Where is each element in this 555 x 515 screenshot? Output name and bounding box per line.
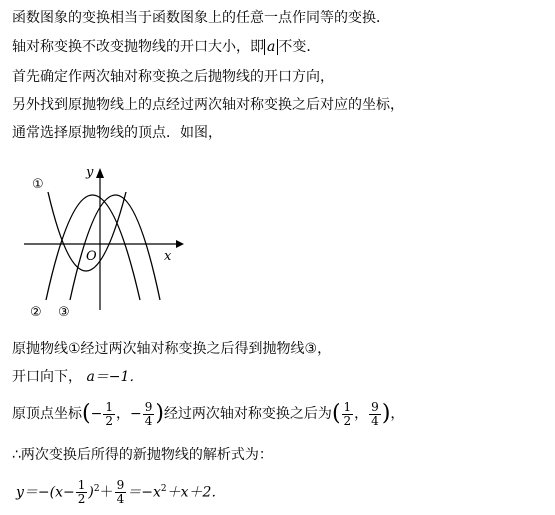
text-line-7-a: 开口向下， xyxy=(12,369,82,385)
label-3: ③ xyxy=(58,305,70,320)
text-line-8-b: 经过两次轴对称变换之后为 xyxy=(163,406,332,422)
eq-part-a: y＝−(x− xyxy=(16,484,75,501)
x-axis-arrow xyxy=(176,240,184,248)
label-2: ② xyxy=(30,305,42,320)
y-axis-label: y xyxy=(86,165,94,180)
text-line-3: 首先确定作两次轴对称变换之后抛物线的开口方向， xyxy=(12,69,334,85)
text-line-5: 通常选择原抛物线的顶点．如图， xyxy=(12,125,222,141)
text-line-2 xyxy=(12,38,320,56)
frac-nine-fourths-1: $\frac{9}{4}$ xyxy=(144,399,153,428)
final-equation: y＝−(x− $\frac{1}{2}$ )$^2$＋ $\frac{9}{4}$ $=-x^2+x+2$． xyxy=(16,478,226,507)
text-line-9: ∴两次变换后所得的新抛物线的解析式为： xyxy=(12,447,273,463)
x-axis-label: x xyxy=(164,249,172,264)
text-line-4: 另外找到原抛物线上的点经过两次轴对称变换之后对应的坐标， xyxy=(12,97,404,113)
a-equation: a＝−1． xyxy=(86,369,144,385)
label-1: ① xyxy=(32,177,44,192)
text-line-1: 函数图象的变换相当于函数图象上的任意一点作同等的变换． xyxy=(12,10,390,26)
frac-nine-fourths-2: $\frac{9}{4}$ xyxy=(371,399,379,428)
text-line-8: 原顶点坐标(− $\frac{1}{2}$ ，− $\frac{9}{4}$ )经过两次轴对称变换之后为( $\frac{1}{2}$ ， $\frac{9}{4}$ )， xyxy=(12,399,405,428)
origin-label: O xyxy=(86,249,97,264)
text-line-2-a: 轴对称变换不改变抛物线的开口大小，即 xyxy=(12,39,264,55)
text-line-7 xyxy=(12,368,143,386)
y-axis-arrow xyxy=(96,168,104,178)
frac-half-2: $\frac{1}{2}$ xyxy=(343,399,352,428)
abs-a: a xyxy=(264,39,278,55)
text-line-2-b: 不变． xyxy=(278,39,321,55)
frac-nine-fourths-3: $\frac{9}{4}$ xyxy=(116,478,125,507)
frac-half-3: $\frac{1}{2}$ xyxy=(77,478,86,507)
text-line-6: 原抛物线①经过两次轴对称变换之后得到抛物线③， xyxy=(12,341,332,357)
parabola-figure xyxy=(18,160,188,320)
text-line-8-a: 原顶点坐标 xyxy=(12,406,82,422)
parabola-2 xyxy=(46,195,140,300)
frac-half-1: $\frac{1}{2}$ xyxy=(105,399,113,428)
parabola-3 xyxy=(70,195,160,300)
